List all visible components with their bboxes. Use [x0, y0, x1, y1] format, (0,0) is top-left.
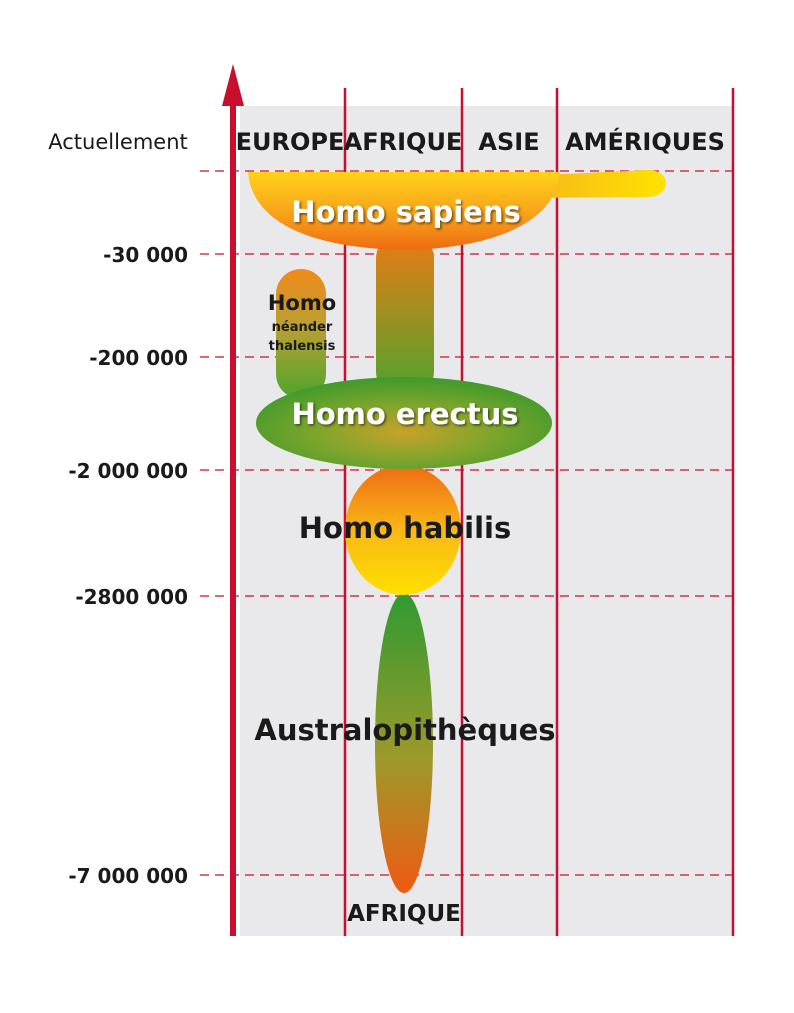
label-homo-erectus: Homo erectus [291, 397, 519, 431]
label-origin-afrique: AFRIQUE [347, 901, 461, 927]
region-label-europe: EUROPE [235, 128, 345, 156]
time-tick-200000: -200 000 [89, 346, 188, 370]
present-label: Actuellement [48, 130, 188, 154]
label-homo-sapiens: Homo sapiens [291, 195, 521, 229]
time-tick-2000000: -2 000 000 [68, 459, 188, 483]
label-homo-neander-3: thalensis [268, 339, 336, 354]
region-label-ameriques: AMÉRIQUES [565, 128, 725, 156]
homo-stem-shape [376, 230, 434, 400]
label-homo-habilis: Homo habilis [298, 511, 512, 545]
label-homo-neander-1: Homo [267, 291, 337, 315]
region-label-asie: ASIE [478, 128, 540, 156]
time-tick-7000000: -7 000 000 [68, 864, 188, 888]
region-label-afrique: AFRIQUE [343, 128, 463, 156]
time-tick-2800000: -2800 000 [75, 585, 188, 609]
label-homo-neander-2: néander [271, 320, 333, 335]
time-tick-30000: -30 000 [103, 243, 188, 267]
label-australopitheques: Australopithèques [254, 713, 556, 747]
